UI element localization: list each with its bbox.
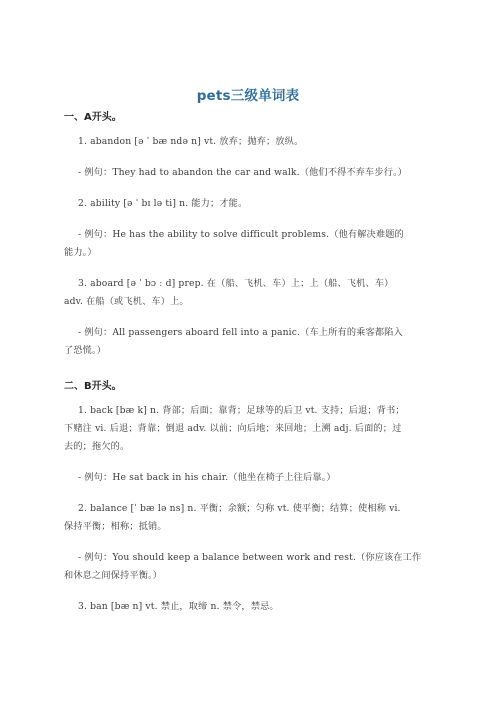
entry-aboard-line1: 3. aboard [ə ˈ bɔ ː d] prep. 在（船、飞机、车）上；上（船、飞机、车） (78, 278, 394, 289)
entry-aboard-line2: adv. 在船（或飞机、车）上。 (64, 296, 189, 307)
entry-back-line3: 去的；拖欠的。 (64, 441, 130, 452)
example-back: - 例句：He sat back in his chair.（他坐在椅子上往后靠。） (78, 472, 336, 483)
example-ability-line1: - 例句：He has the ability to solve difficult problems.（他有解决难题的 (78, 229, 404, 240)
entry-balance-line1: 2. balance [ˈ bæ lə ns] n. 平衡；余额；匀称 vt. 使平衡；结算；使相称 vi. (78, 503, 401, 514)
entry-back-line1: 1. back [bæ k] n. 背部；后面；靠背；足球等的后卫 vt. 支持；后退；背书； (78, 405, 405, 416)
entry-abandon: 1. abandon [ə ˈ bæ ndə n] vt. 放弃；抛弃；放纵。 (78, 136, 304, 147)
document-title: pets三级单词表 (196, 88, 300, 104)
entry-ability: 2. ability [ə ˈ bɪ lə ti] n. 能力；才能。 (78, 198, 248, 209)
example-balance-line1: - 例句：You should keep a balance between work and rest.（你应该在工作 (78, 552, 422, 563)
example-balance-line2: 和休息之间保持平衡。） (64, 570, 163, 581)
example-ability-line2: 能力。） (64, 247, 97, 258)
section-heading-a: 一、A开头。 (64, 112, 122, 123)
example-aboard-line1: - 例句：All passengers aboard fell into a panic.（车上所有的乘客都陷入 (78, 327, 403, 338)
entry-balance-line2: 保持平衡；相称；抵销。 (64, 521, 167, 532)
section-heading-b: 二、B开头。 (64, 381, 122, 392)
example-aboard-line2: 了恐慌。） (64, 345, 107, 356)
example-abandon: - 例句：They had to abandon the car and walk.（他们不得不弃车步行。） (78, 167, 408, 178)
entry-ban: 3. ban [bæ n] vt. 禁止，取缔 n. 禁令，禁忌。 (78, 601, 279, 612)
entry-back-line2: 下赌注 vi. 后退；背靠；倒退 adv. 以前；向后地；来回地；上溯 adj. 后面的；过 (64, 423, 402, 434)
